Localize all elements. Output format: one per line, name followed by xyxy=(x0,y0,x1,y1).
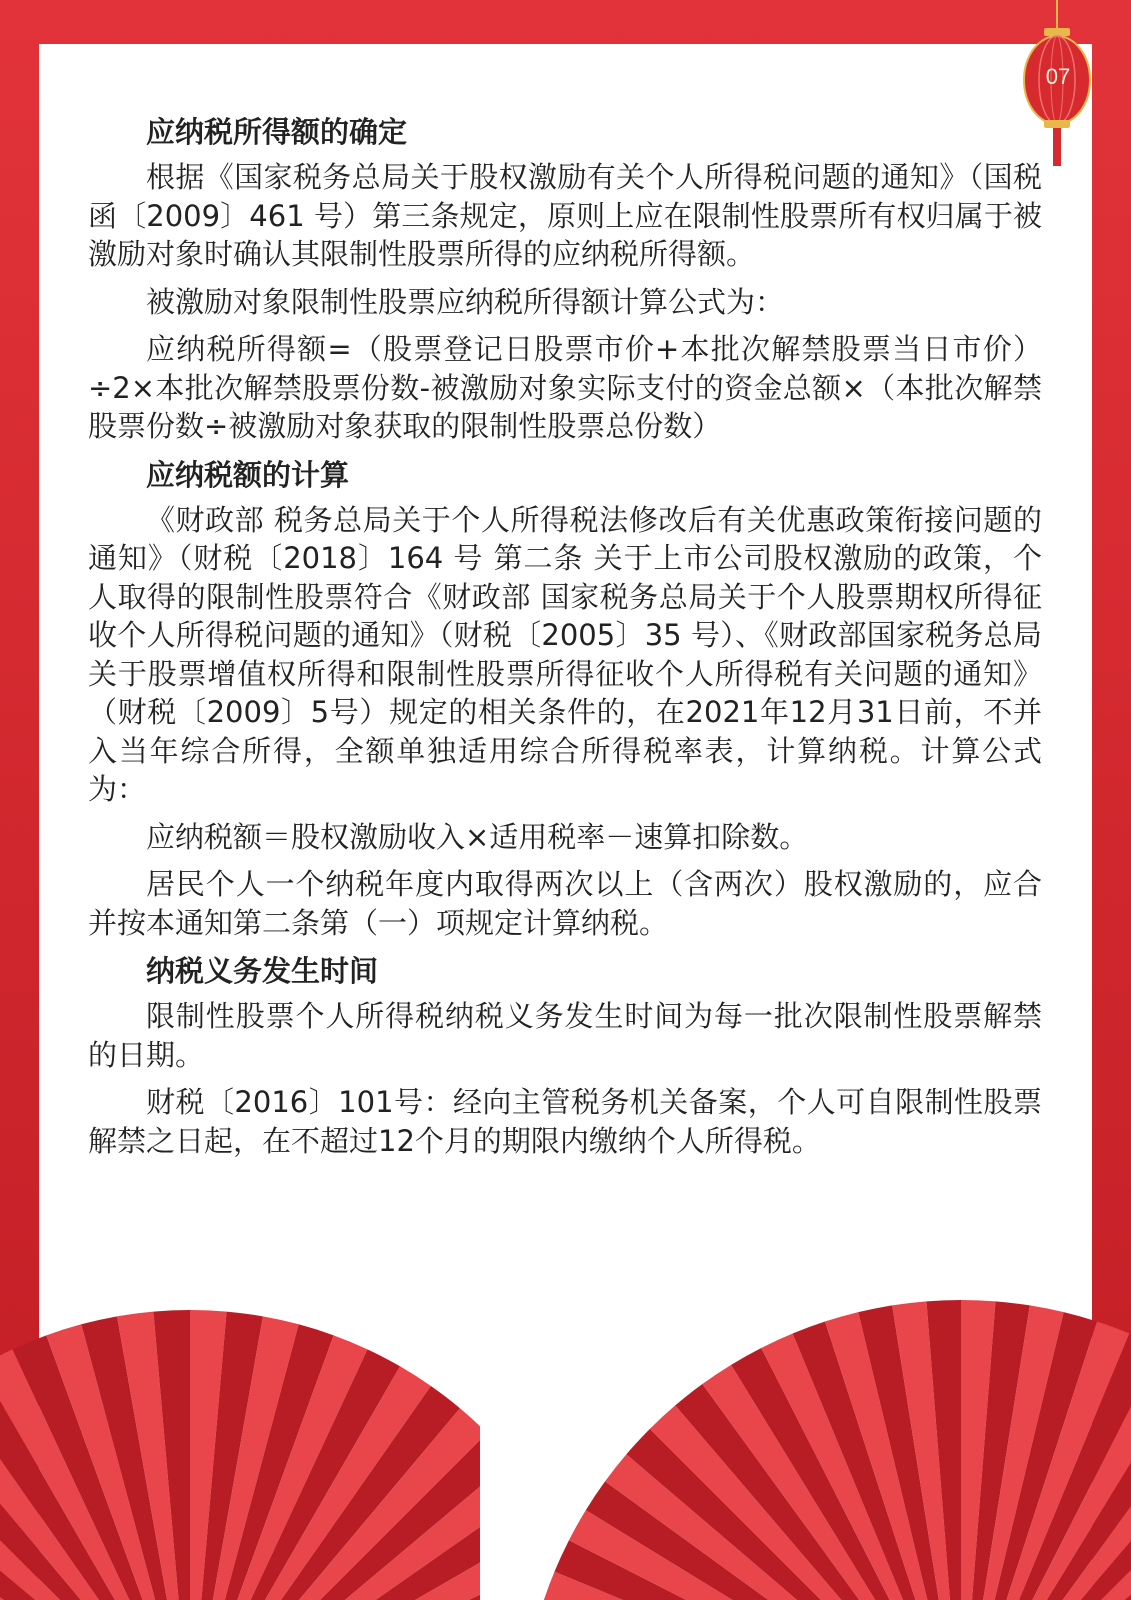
paragraph: 根据《国家税务总局关于股权激励有关个人所得税问题的通知》（国税函〔2009〕461 号）第三条规定，原则上应在限制性股票所有权归属于被激励对象时确认其限制性股票所得的应纳税所得额。 xyxy=(88,160,1042,271)
fan-icon xyxy=(0,1260,480,1600)
section-heading: 应纳税所得额的确定 xyxy=(146,115,408,149)
fan-icon xyxy=(541,1240,1131,1600)
page-number: 07 xyxy=(1045,64,1071,89)
paragraph: 财税〔2016〕101号：经向主管税务机关备案，个人可自限制性股票解禁之日起，在不超过12个月的期限内缴纳个人所得税。 xyxy=(88,1085,1042,1158)
paragraph: 《财政部 税务总局关于个人所得税法修改后有关优惠政策衔接问题的通知》（财税〔2018〕164 号 第二条 关于上市公司股权激励的政策，个人取得的限制性股票符合《财政部 国家税务总局关于个人股票期权所得征收个人所得税问题的通知》（财税〔2005〕35 号）、《财政部国家税务总局关于股票增值权所得和限制性股票所得征收个人所得税有关问题的通知》（财税〔2009〕5号）规定的相关条件的，在2021年12月31日前，不并入当年综合所得，全额单独适用综合所得税率表，计算纳税。计算公式为： xyxy=(88,502,1042,806)
paragraph: 应纳税所得额=（股票登记日股票市价+本批次解禁股票当日市价）÷2×本批次解禁股票份数-被激励对象实际支付的资金总额×（本批次解禁股票份数÷被激励对象获取的限制性股票总份数） xyxy=(88,332,1042,443)
paragraph: 限制性股票个人所得税纳税义务发生时间为每一批次限制性股票解禁的日期。 xyxy=(88,999,1042,1072)
paragraph: 应纳税额＝股权激励收入×适用税率－速算扣除数。 xyxy=(146,819,809,854)
document-body xyxy=(88,112,1042,1169)
section-heading: 纳税义务发生时间 xyxy=(146,954,379,988)
section-heading: 应纳税额的计算 xyxy=(146,457,350,492)
paragraph: 被激励对象限制性股票应纳税所得额计算公式为： xyxy=(146,284,785,319)
paragraph: 居民个人一个纳税年度内取得两次以上（含两次）股权激励的，应合并按本通知第二条第（一）项规定计算纳税。 xyxy=(88,867,1042,940)
